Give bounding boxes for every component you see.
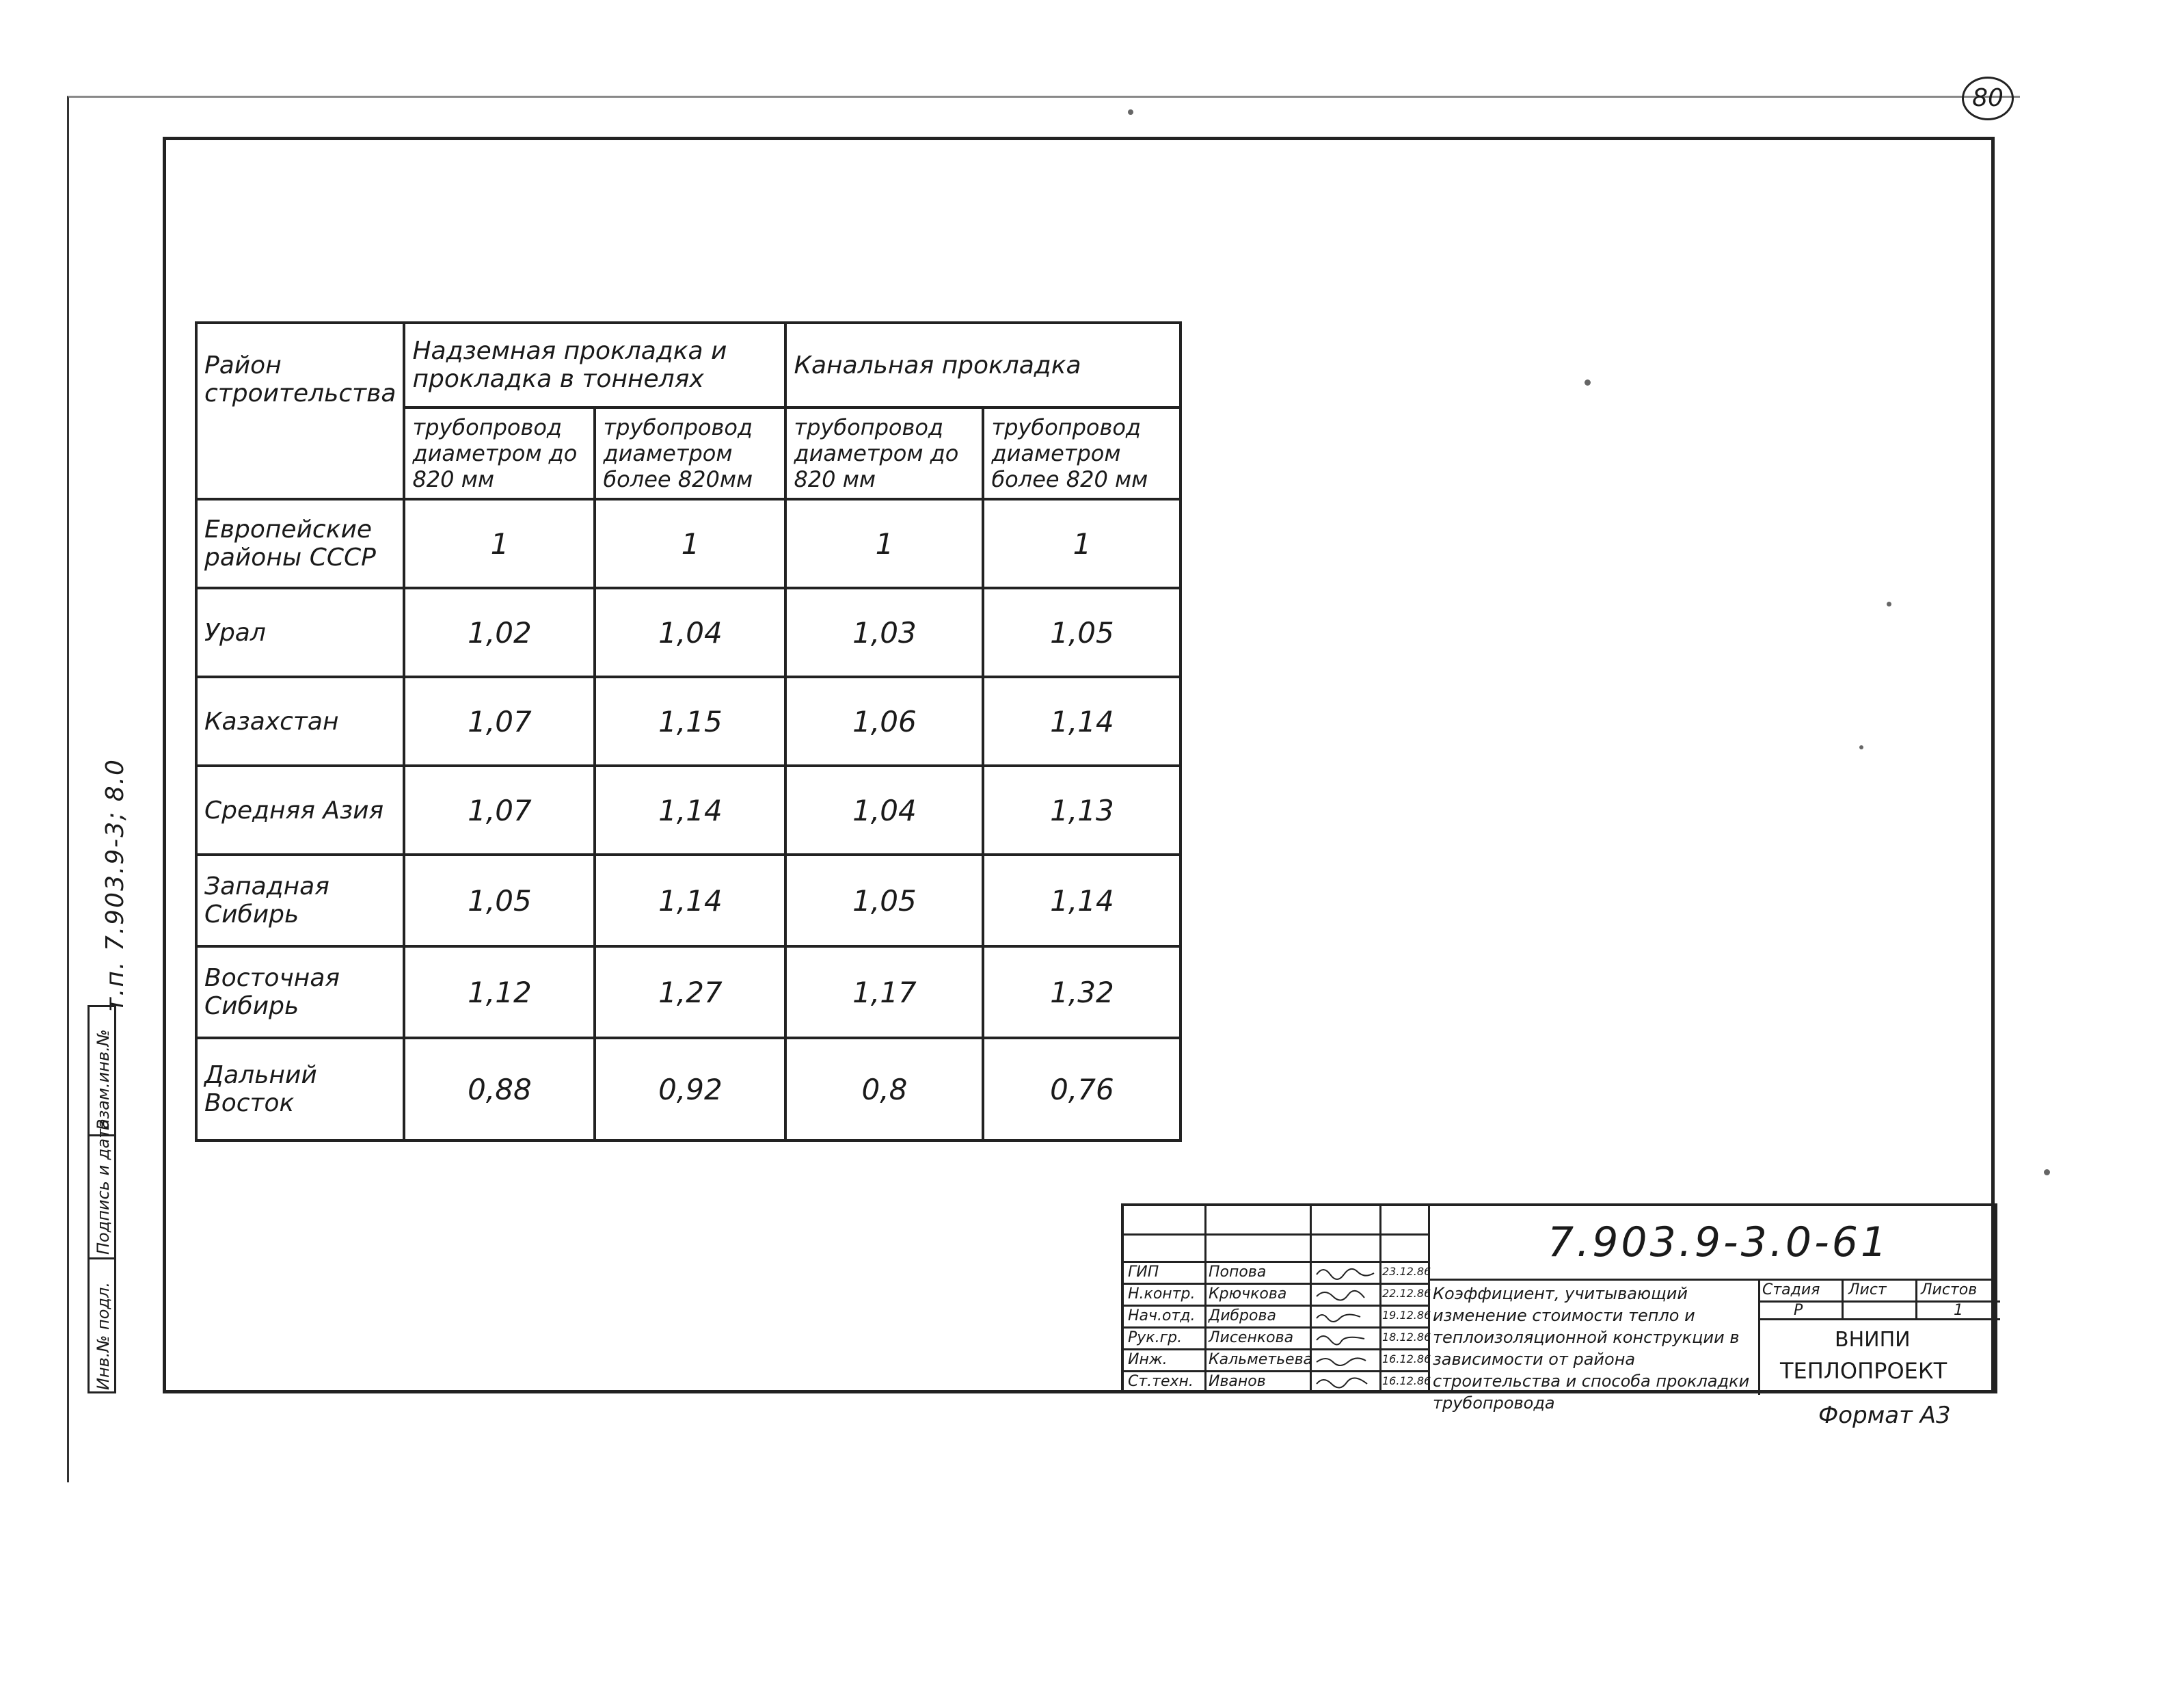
stage-label: Стадия bbox=[1762, 1281, 1820, 1298]
tb-line bbox=[1428, 1279, 1995, 1281]
side-sign-date: Подпись и дата bbox=[94, 1119, 113, 1255]
doc-reference-vertical: т.п. 7.903.9-3; 8.0 bbox=[101, 758, 129, 1012]
format-label: Формат А3 bbox=[1818, 1402, 1951, 1429]
cell-value: 1,13 bbox=[983, 766, 1181, 855]
tb-line bbox=[1915, 1279, 1917, 1318]
cell-value: 0,88 bbox=[404, 1038, 595, 1140]
header-col2: трубопровод диаметром более 820мм bbox=[595, 408, 785, 499]
cell-value: 1,27 bbox=[595, 946, 785, 1038]
cell-value: 1 bbox=[785, 499, 983, 588]
person-name: Диброва bbox=[1209, 1307, 1276, 1324]
role: Ст.техн. bbox=[1128, 1373, 1194, 1390]
person-name: Кальметьева bbox=[1209, 1351, 1313, 1368]
sheet-label: Лист bbox=[1848, 1281, 1887, 1298]
role: Инж. bbox=[1128, 1351, 1168, 1368]
cell-value: 1,14 bbox=[595, 855, 785, 946]
cell-value: 1,32 bbox=[983, 946, 1181, 1038]
row-region: Средняя Азия bbox=[196, 766, 404, 855]
table-row bbox=[196, 499, 1181, 588]
role: Н.контр. bbox=[1128, 1285, 1196, 1303]
scan-speck bbox=[1859, 745, 1863, 749]
tb-line bbox=[1124, 1283, 1428, 1285]
page-number: 80 bbox=[1962, 77, 2014, 120]
cell-value: 1,06 bbox=[785, 677, 983, 766]
row-region: Западная Сибирь bbox=[196, 855, 404, 946]
header-group-channel: Канальная прокладка bbox=[785, 323, 1181, 408]
cell-value: 1,17 bbox=[785, 946, 983, 1038]
cell-value: 1 bbox=[404, 499, 595, 588]
cell-value: 1,07 bbox=[404, 677, 595, 766]
cell-value: 1,04 bbox=[785, 766, 983, 855]
scan-speck bbox=[1585, 379, 1591, 386]
tb-line bbox=[1124, 1370, 1428, 1372]
cell-value: 1,05 bbox=[983, 588, 1181, 677]
header-region: Район строительства bbox=[196, 323, 404, 499]
date: 16.12.86 bbox=[1382, 1352, 1431, 1365]
date: 22.12.86 bbox=[1382, 1287, 1431, 1300]
cell-value: 1,02 bbox=[404, 588, 595, 677]
person-name: Иванов bbox=[1209, 1373, 1266, 1390]
row-region: Восточная Сибирь bbox=[196, 946, 404, 1038]
table-row bbox=[196, 588, 1181, 677]
cell-value: 1,14 bbox=[595, 766, 785, 855]
cell-value: 0,76 bbox=[983, 1038, 1181, 1140]
cell-value: 0,8 bbox=[785, 1038, 983, 1140]
signatures bbox=[1314, 1261, 1378, 1391]
coefficient-table bbox=[195, 321, 1182, 1142]
tb-line bbox=[1124, 1305, 1428, 1307]
table-row bbox=[196, 855, 1181, 946]
table-row bbox=[196, 766, 1181, 855]
title-block bbox=[1121, 1203, 1997, 1413]
tb-line bbox=[1124, 1233, 1428, 1236]
role: ГИП bbox=[1128, 1264, 1159, 1281]
header-group-above: Надземная прокладка и прокладка в тоннелях bbox=[404, 323, 785, 408]
row-region: Дальний Восток bbox=[196, 1038, 404, 1140]
cell-value: 1,15 bbox=[595, 677, 785, 766]
row-region: Европейские районы СССР bbox=[196, 499, 404, 588]
tb-line bbox=[1124, 1348, 1428, 1350]
tb-line bbox=[1124, 1326, 1428, 1329]
side-stamp bbox=[87, 1005, 116, 1393]
cell-value: 1,14 bbox=[983, 855, 1181, 946]
document-code: 7.903.9-3.0-61 bbox=[1548, 1218, 1890, 1266]
table-row bbox=[196, 1038, 1181, 1140]
scan-speck bbox=[2044, 1169, 2050, 1175]
sheets-label: Листов bbox=[1921, 1281, 1978, 1298]
date: 16.12.86 bbox=[1382, 1374, 1431, 1387]
sheet-description: Коэффициент, учитывающий изменение стоимости тепло и теплоизоляционной конструкции в зависимости от района строительства и способа прокладки трубопровода bbox=[1433, 1284, 1750, 1413]
side-inv-orig: Инв.№ подл. bbox=[94, 1282, 113, 1390]
side-divider bbox=[90, 1257, 114, 1259]
scan-speck bbox=[1887, 602, 1891, 606]
person-name: Крючкова bbox=[1209, 1285, 1287, 1303]
stage-value: Р bbox=[1794, 1302, 1803, 1319]
row-region: Урал bbox=[196, 588, 404, 677]
row-region: Казахстан bbox=[196, 677, 404, 766]
tb-line bbox=[1842, 1279, 1844, 1318]
cell-value: 1,04 bbox=[595, 588, 785, 677]
role: Рук.гр. bbox=[1128, 1329, 1183, 1346]
person-name: Попова bbox=[1209, 1264, 1267, 1281]
date: 19.12.86 bbox=[1382, 1309, 1431, 1322]
cell-value: 1 bbox=[595, 499, 785, 588]
date: 18.12.86 bbox=[1382, 1331, 1431, 1344]
header-col4: трубопровод диаметром более 820 мм bbox=[983, 408, 1181, 499]
cell-value: 1,03 bbox=[785, 588, 983, 677]
scan-speck bbox=[1128, 109, 1133, 115]
header-col3: трубопровод диаметром до 820 мм bbox=[785, 408, 983, 499]
org-name-2: ТЕПЛОПРОЕКТ bbox=[1780, 1358, 1947, 1384]
cell-value: 1,12 bbox=[404, 946, 595, 1038]
cell-value: 0,92 bbox=[595, 1038, 785, 1140]
cell-value: 1,05 bbox=[404, 855, 595, 946]
cell-value: 1,14 bbox=[983, 677, 1181, 766]
cell-value: 1 bbox=[983, 499, 1181, 588]
table-row bbox=[196, 677, 1181, 766]
tb-line bbox=[1124, 1261, 1428, 1263]
side-inv-dup: Взам.инв.№ bbox=[94, 1029, 113, 1130]
sheets-value: 1 bbox=[1954, 1302, 1963, 1319]
person-name: Лисенкова bbox=[1209, 1329, 1294, 1346]
header-col1: трубопровод диаметром до 820 мм bbox=[404, 408, 595, 499]
org-name-1: ВНИПИ bbox=[1835, 1328, 1911, 1352]
tb-line bbox=[1758, 1279, 1760, 1395]
date: 23.12.86 bbox=[1382, 1265, 1431, 1278]
role: Нач.отд. bbox=[1128, 1307, 1196, 1324]
cell-value: 1,07 bbox=[404, 766, 595, 855]
table-row bbox=[196, 946, 1181, 1038]
cell-value: 1,05 bbox=[785, 855, 983, 946]
